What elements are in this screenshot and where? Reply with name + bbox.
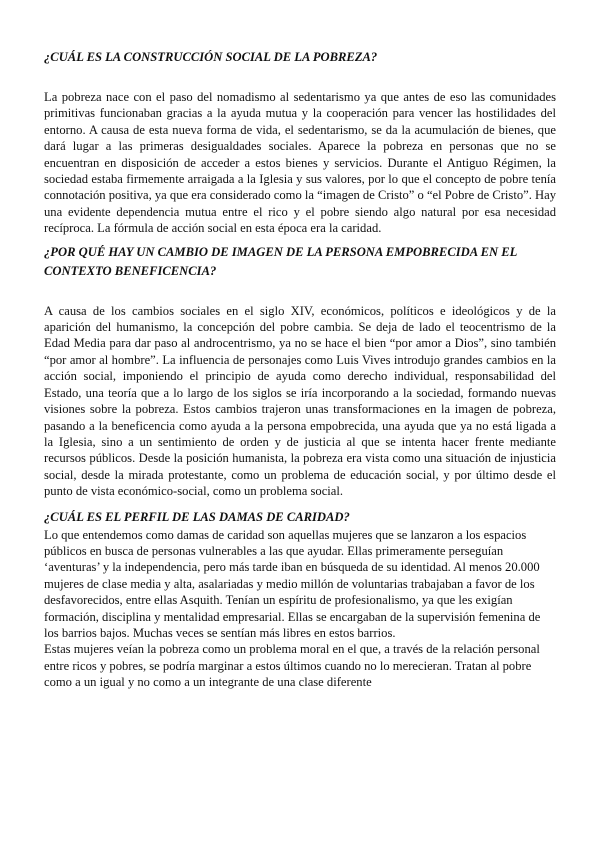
paragraph-charity-ladies: Lo que entendemos como damas de caridad son aquellas mujeres que se lanzaron a los espacios públicos en busca de personas vulnerables a las que ayudar. Ellas primeramente perseguían ‘aventuras’ y la independencia, pero más tarde iban en búsqueda de su identidad. Al menos 20.000 mujeres de clase media y alta, asalariadas y medio millón de voluntarias trabajaban a favor de los desfavorecidos, entre ellas Asquith. Tenían un espíritu de profesionalismo, ya que les exigían formación, disciplina y mentalidad empresarial. Ellas se encargaban de la supervisión femenina de los barrios bajos. Muchas veces se sentían más libres en estos barrios. — [44, 527, 541, 640]
spacer — [44, 281, 556, 303]
paragraph-charity-ladies-continued: Estas mujeres veían la pobreza como un problema moral en el que, a través de la relación personal entre ricos y pobres, se podría marginar a estos últimos cuando no lo merecieran. Tratan al pobre como a un igual y no como a un integrante de una clase diferente — [44, 642, 540, 690]
section-heading-image-change: ¿POR QUÉ HAY UN CAMBIO DE IMAGEN DE LA PERSONA EMPOBRECIDA EN EL CONTEXTO BENEFICENCIA? — [44, 244, 517, 278]
spacer — [44, 67, 556, 89]
section-heading-charity-ladies: ¿CUÁL ES EL PERFIL DE LAS DAMAS DE CARIDAD? — [44, 509, 350, 524]
paragraph-poverty-construction: La pobreza nace con el paso del nomadismo al sedentarismo ya que antes de eso las comunidades primitivas funcionaban gracias a la ayuda mutua y la cooperación para vencer las hostilidades del entorno. A causa de esta nueva forma de vida, el sedentarismo, se da la acumulación de bienes, que dará lugar a las primeras desigualdades sociales. Aparece la pobreza en personas que no se encuentran en disposición de acceder a estos bienes y servicios. Durante el Antiguo Régimen, la sociedad estaba firmemente arraigada a la Iglesia y sus valores, por lo que el concepto de pobre tenía connotación positiva, ya que era considerado como la “imagen de Cristo” o “el Pobre de Cristo”. Hay una evidente dependencia mutua entre el rico y el pobre siendo algo natural por esa necesidad recíproca. La fórmula de acción social en esta época era la caridad. — [44, 90, 556, 236]
section-heading-poverty-construction: ¿CUÁL ES LA CONSTRUCCIÓN SOCIAL DE LA POBREZA? — [44, 50, 378, 64]
document-page — [44, 48, 556, 691]
spacer — [44, 500, 556, 508]
paragraph-image-change: A causa de los cambios sociales en el siglo XIV, económicos, políticos e ideológicos y de la aparición del humanismo, la concepción del pobre cambia. Se deja de lado el teocentrismo de la Edad Media para dar paso al androcentrismo, ya no se hace el bien “por amor a Dios”, sino también “por amor al hombre”. La influencia de personajes como Luis Vives introdujo grandes cambios en la acción social, imponiendo el principio de ayuda como derecho individual, responsabilidad del Estado, una teoría que a lo largo de los siglos se iría incorporando a la sociedad, formando nuevas visiones sobre la pobreza. Estos cambios trajeron unas transformaciones en la imagen de pobreza, pasando a la beneficencia como ayuda a la persona empobrecida, una ayuda que ya no está ligada a la Iglesia, sino a un sentimiento de orden y de justicia al que se intenta hacer frente mediante recursos públicos. Desde la posición humanista, la pobreza era vista como una situación de injusticia social, desde la mirada protestante, como un problema de educación social, y por último desde el punto de vista económico-social, como un problema social. — [44, 303, 556, 499]
